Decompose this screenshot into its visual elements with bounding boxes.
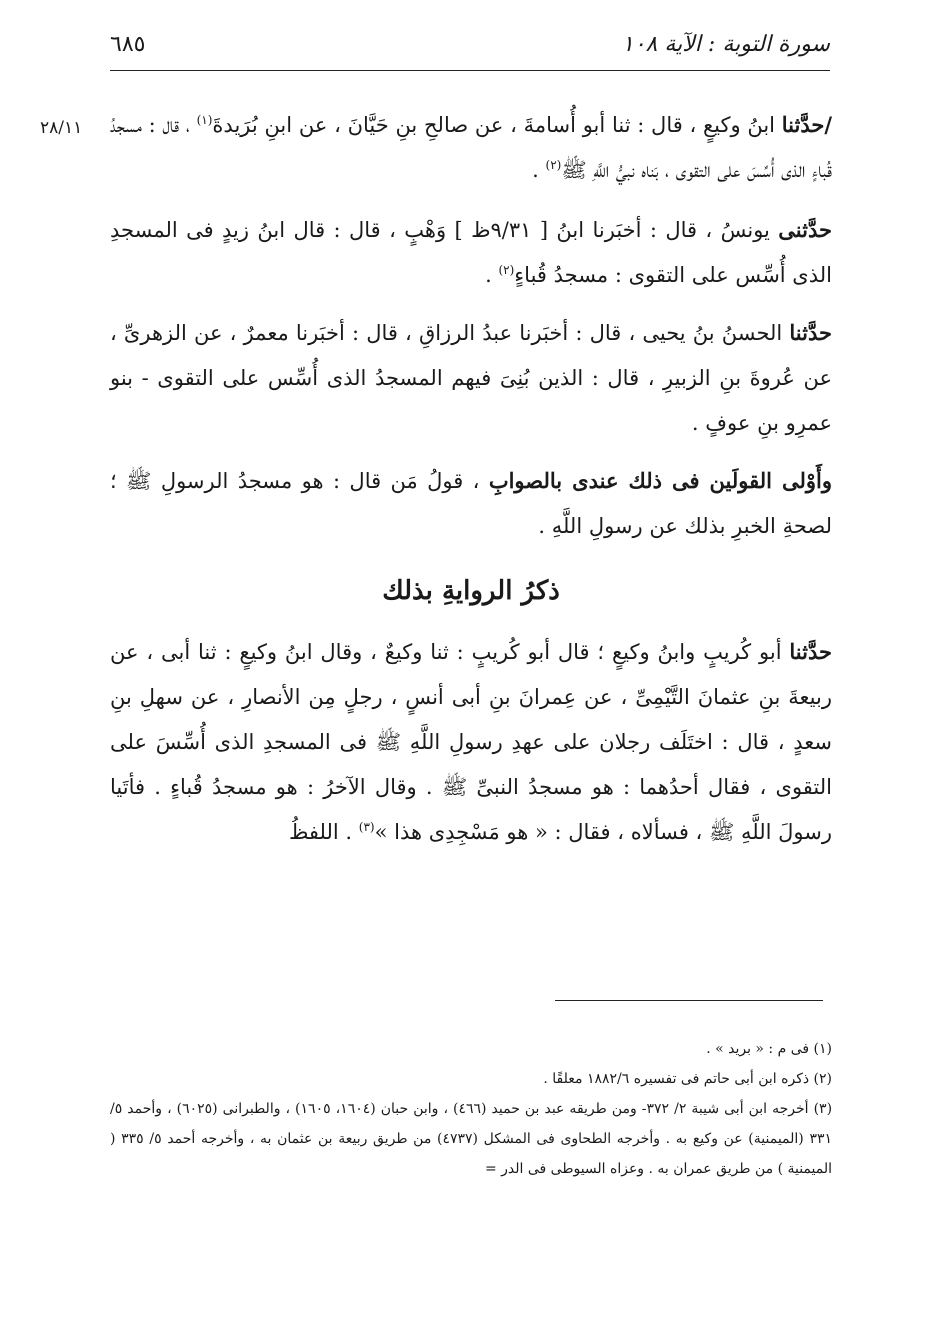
footnote-ref-1: (١) bbox=[196, 113, 213, 127]
paragraph-4-text: ، قولُ مَن قال : هو مسجدُ الرسولِ ﷺ ؛ لصحةِ الخبرِ بذلك عن رسولِ اللَّهِ . bbox=[110, 469, 832, 538]
paragraph-3-lead: حدَّثنا bbox=[789, 320, 832, 345]
section-heading: ذكرُ الروايةِ بذلك bbox=[382, 576, 560, 606]
paragraph-3-text: الحسنُ بنُ يحيى ، قال : أخبَرنا عبدُ الرزاقِ ، قال : أخبَرنا معمرٌ ، عن الزهرىِّ ، عن عُروةَ بنِ الزبيرِ ، قال : الذين بُنِىَ فيهم المسجدُ الذى أُسِّس على التقوى - بنو عمرِو بنِ عوفٍ . bbox=[110, 321, 832, 435]
footnotes bbox=[110, 1034, 832, 1184]
paragraph-5-text-2: . اللفظُ bbox=[288, 820, 359, 844]
page-header bbox=[110, 28, 830, 68]
paragraph-5-lead: حدَّثنا bbox=[789, 639, 832, 664]
paragraph-5-text: أبو كُريبٍ وابنُ وكيعٍ ؛ قال أبو كُريبٍ : ثنا وكيعٌ ، وقال ابنُ وكيعٍ : ثنا أبى ، عن ربيعةَ بنِ عثمانَ التَّيْمِىِّ ، عن عِمرانَ بنِ أبى أنسٍ ، رجلٍ مِن الأنصارِ ، عن سهلِ بنِ سعدٍ ، قال : اختَلَف رجلان على عهدِ رسولِ اللَّهِ ﷺ فى المسجدِ الذى أُسِّسَ على التقوى ، فقال أحدُهما : هو مسجدُ النبىِّ ﷺ . وقال الآخرُ : هو مسجدُ قُباءٍ . فأتَيا رسولَ اللَّهِ ﷺ ، فسألاه ، فقال : « هو مَسْجِدِى هذا » bbox=[110, 640, 832, 844]
footnote-ref-2b: (٢) bbox=[498, 263, 515, 277]
paragraph-3 bbox=[110, 310, 832, 446]
paragraph-4-lead: وأَوْلى القولَين فى ذلك عندى بالصوابِ bbox=[488, 468, 832, 493]
paragraph-4 bbox=[110, 458, 832, 549]
paragraph-1-text-2: ، قال : مسجدُ قُباءٍ الذى أُسِّسَ على التقوى ، بَناه نبيُّ اللَّهِ ﷺ bbox=[110, 113, 832, 182]
footnote-rule bbox=[555, 1000, 823, 1001]
margin-reference: ٢٨/١١ bbox=[40, 118, 83, 138]
footnote-ref-3: (٣) bbox=[358, 820, 375, 834]
main-text bbox=[110, 102, 832, 855]
paragraph-2 bbox=[110, 207, 832, 298]
footnote-1: (١) فى م : « بريد » . bbox=[706, 1041, 832, 1057]
paragraph-1-lead: /حدَّثنا bbox=[781, 112, 833, 137]
footnote-2: (٢) ذكره ابن أبى حاتم فى تفسيره ١٨٨٢/٦ معلقًا . bbox=[543, 1071, 832, 1087]
page-number: ٦٨٥ bbox=[110, 32, 146, 57]
paragraph-2-text-2: . bbox=[485, 263, 499, 287]
paragraph-1-text: ابنُ وكيعٍ ، قال : ثنا أبو أُسامةَ ، عن صالحِ بنِ حَيَّانَ ، عن ابنِ بُرَيدةَ bbox=[212, 113, 782, 137]
paragraph-1-text-3: . bbox=[532, 158, 546, 182]
paragraph-2-text: يونسُ ، قال : أخبَرنا ابنُ [ ٩/٣١ظ ] وَهْبٍ ، قال : قال ابنُ زيدٍ فى المسجدِ الذى أُسِّس على التقوى : مسجدُ قُباءٍ bbox=[110, 218, 832, 287]
paragraph-2-lead: حدَّثنى bbox=[778, 217, 832, 242]
running-title: سورة التوبة : الآية ١٠٨ bbox=[621, 32, 830, 57]
header-rule bbox=[110, 70, 830, 71]
paragraph-1 bbox=[110, 102, 832, 193]
footnote-ref-2: (٢) bbox=[545, 158, 562, 172]
footnote-3: (٣) أخرجه ابن أبى شيبة ٢/ ٣٧٢- ومن طريقه عبد بن حميد (٤٦٦) ، وابن حبان (١٦٠٤، ١٦٠٥) ، والطبرانى (٦٠٢٥) ، وأحمد ٥/ ٣٣١ (الميمنية) عن وكيع به . وأخرجه الطحاوى فى المشكل (٤٧٣٧) من طريق ربيعة بن عثمان به ، وأخرجه أحمد ٥/ ٣٣٥ ( الميمنية ) من طريق عمران به . وعزاه السيوطى فى الدر = bbox=[110, 1101, 833, 1177]
paragraph-5 bbox=[110, 629, 832, 855]
